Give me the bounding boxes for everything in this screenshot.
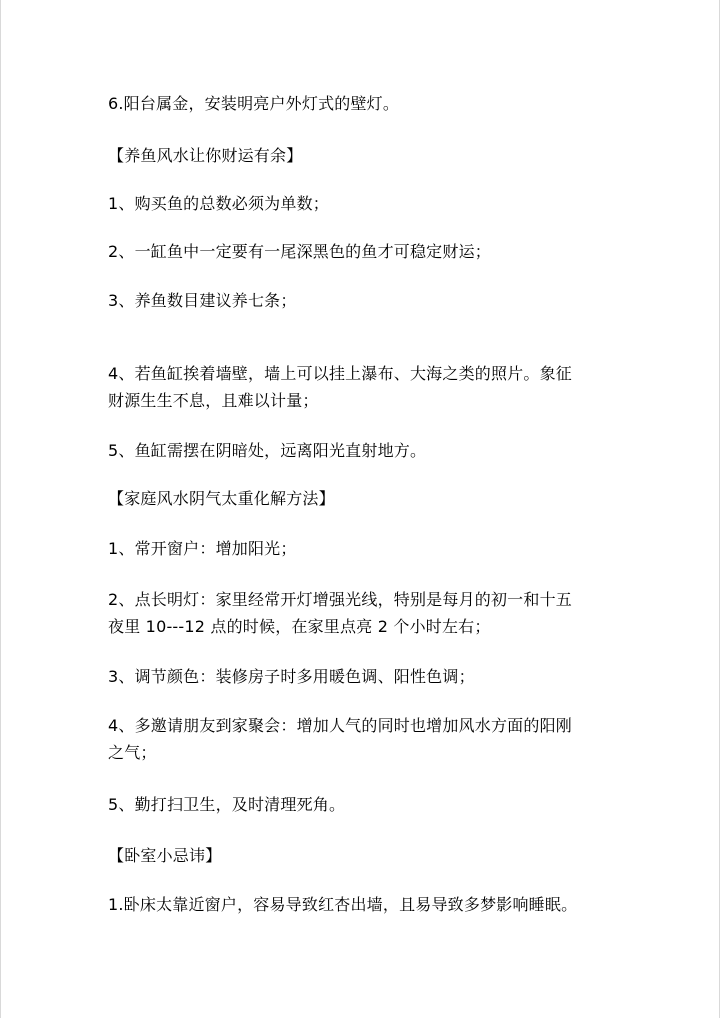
list-item-remedy-4-line-1: 4、多邀请朋友到家聚会：增加人气的同时也增加风水方面的阳刚 <box>108 716 572 735</box>
heading-bedroom-taboos: 【卧室小忌讳】 <box>108 846 222 865</box>
list-item-fish-4-line-1: 4、若鱼缸挨着墙壁，墙上可以挂上瀑布、大海之类的照片。象征 <box>108 364 572 383</box>
list-item-remedy-1: 1、常开窗户：增加阳光； <box>108 539 297 558</box>
list-item-remedy-4-line-2: 之气； <box>108 743 157 762</box>
list-item-remedy-5: 5、勤打扫卫生，及时清理死角。 <box>108 795 346 814</box>
heading-fish-fengshui: 【养鱼风水让你财运有余】 <box>108 146 303 165</box>
list-item-fish-2: 2、一缸鱼中一定要有一尾深黑色的鱼才可稳定财运； <box>108 242 491 261</box>
list-item-remedy-3: 3、调节颜色：装修房子时多用暖色调、阳性色调； <box>108 667 475 686</box>
list-item-remedy-2-line-2: 夜里 10---12 点的时候，在家里点亮 2 个小时左右； <box>108 617 491 636</box>
list-item-remedy-2-line-1: 2、点长明灯：家里经常开灯增强光线，特别是每月的初一和十五 <box>108 590 572 609</box>
list-item-fish-3: 3、养鱼数目建议养七条； <box>108 291 297 310</box>
page-border-left <box>0 0 1 1018</box>
list-item-fish-5: 5、鱼缸需摆在阴暗处，远离阳光直射地方。 <box>108 441 427 460</box>
list-item-fish-1: 1、购买鱼的总数必须为单数； <box>108 194 329 213</box>
list-item-bedroom-1: 1.卧床太靠近窗户，容易导致红杏出墙，且易导致多梦影响睡眠。 <box>108 895 578 914</box>
list-item-fish-4-line-2: 财源生生不息，且难以计量； <box>108 391 319 410</box>
paragraph-balcony-light: 6.阳台属金，安装明亮户外灯式的壁灯。 <box>108 94 400 113</box>
heading-home-yin-remedy: 【家庭风水阴气太重化解方法】 <box>108 489 335 508</box>
